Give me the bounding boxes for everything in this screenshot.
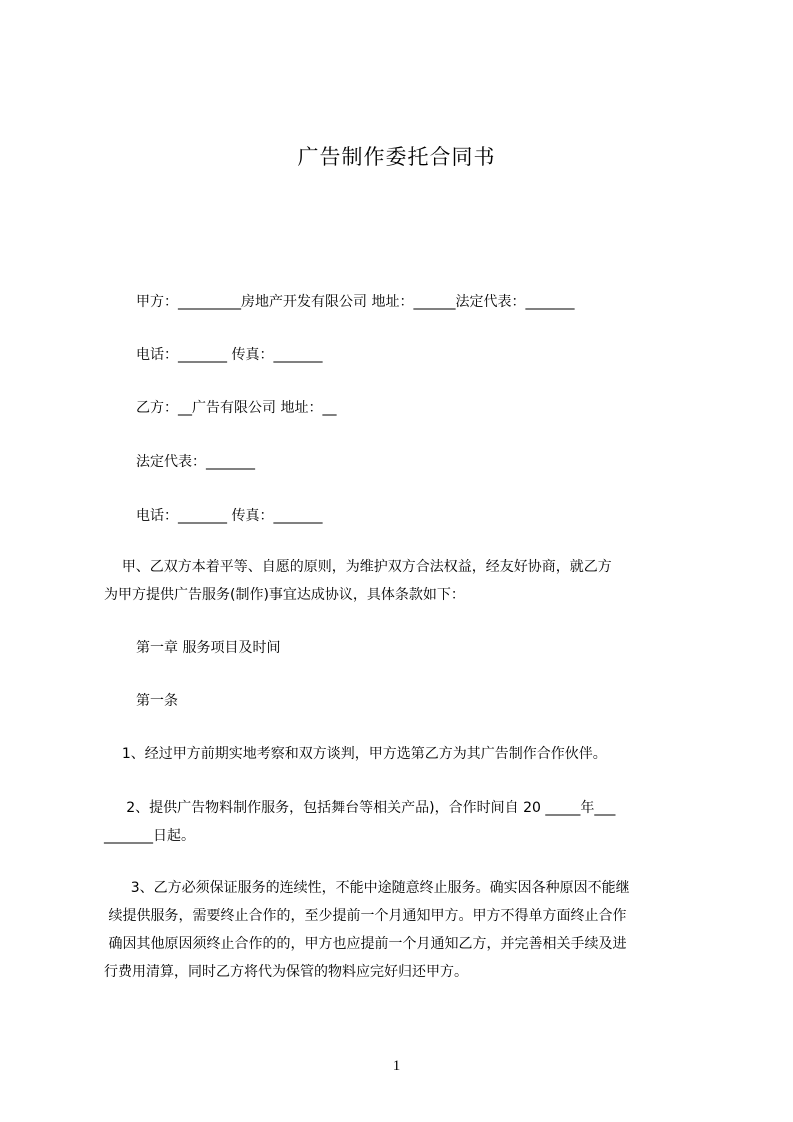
article-heading: 第一条 (136, 693, 178, 709)
party-a-contact: 电话：_______ 传真：_______ (136, 347, 323, 363)
page-number: 1 (392, 1058, 401, 1074)
party-b-contact: 电话：_______ 传真：_______ (136, 508, 323, 524)
party-a-line: 甲方：_________房地产开发有限公司 地址：______法定代表：_______ (136, 294, 575, 310)
document-title: 广告制作委托合同书 (297, 145, 496, 169)
party-b-representative: 法定代表：_______ (136, 454, 255, 470)
clause-1: 1、经过甲方前期实地考察和双方谈判，甲方选第乙方为其广告制作合作伙伴。 (104, 746, 607, 762)
chapter-heading: 第一章 服务项目及时间 (136, 640, 281, 656)
intro-paragraph: 甲、乙双方本着平等、自愿的原则，为维护双方合法权益，经友好协商，就乙方 为甲方提供广告服务(制作)事宜达成协议，具体条款如下： (104, 559, 612, 603)
party-b-line: 乙方：__广告有限公司 地址：__ (136, 400, 337, 416)
clause-3: 3、乙方必须保证服务的连续性，不能中途随意终止服务。确实因各种原因不能继 续提供服务，需要终止合作的，至少提前一个月通知甲方。甲方不得单方面终止合作 确因其他原因须终止合作的的，甲方也应提前一个月通知乙方，并完善相关手续及进 行费用清算，同时乙方将代为保管的物料应完好归还甲方。 (104, 880, 630, 980)
clause-2: 2、提供广告物料制作服务，包括舞台等相关产品)，合作时间自 20 _____年___ _______日起。 (104, 800, 616, 844)
